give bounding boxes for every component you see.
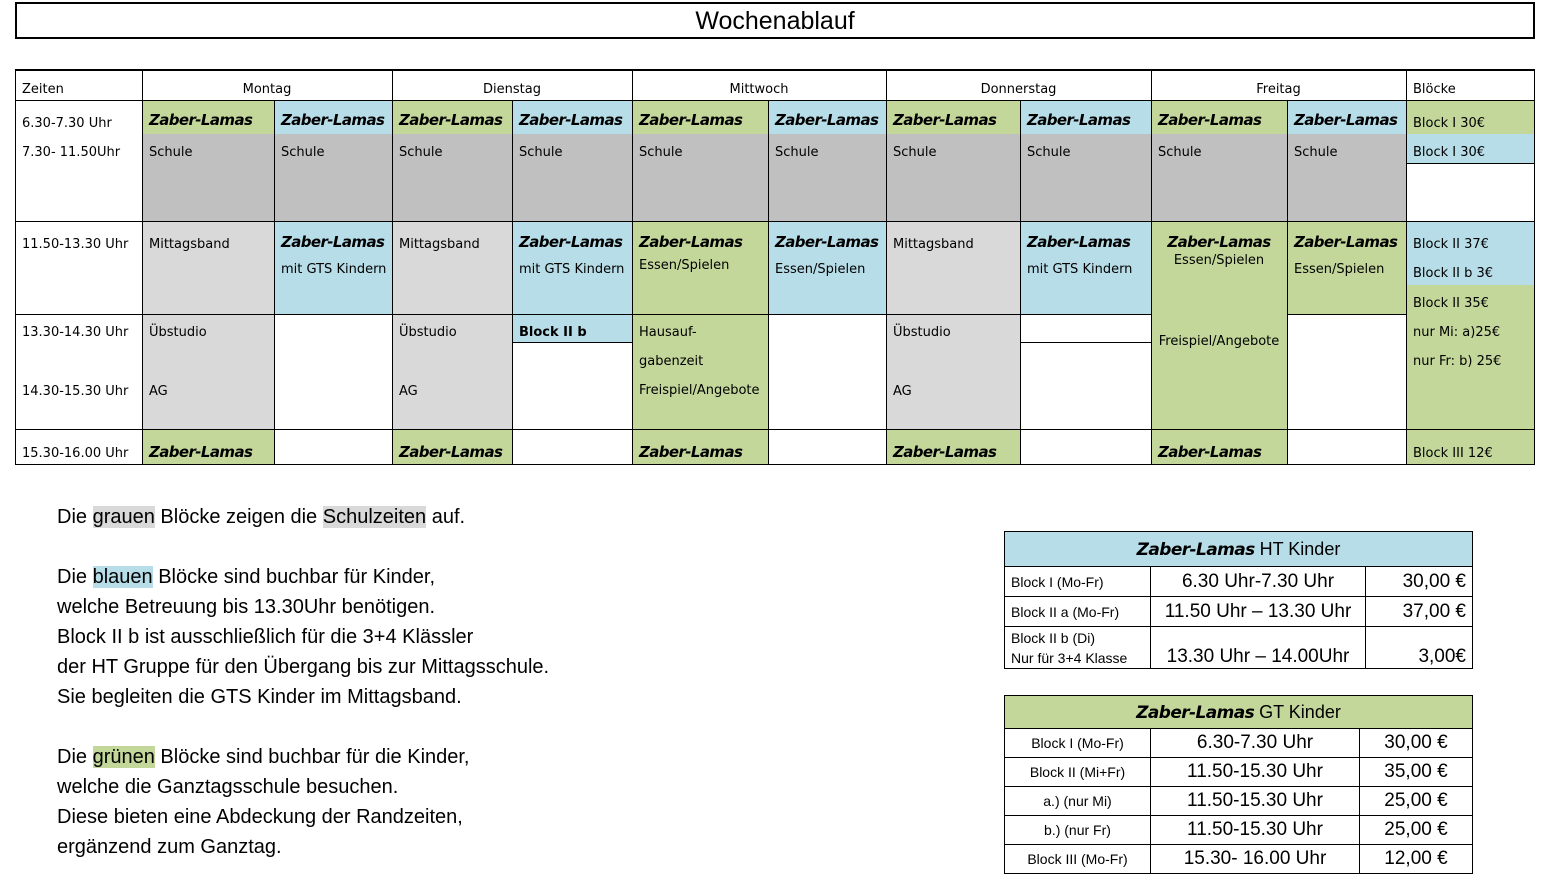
brand-cell-fr-b: Zaber-Lamas — [1287, 101, 1406, 134]
gt-title-suffix: GT Kinder — [1259, 701, 1341, 722]
block-price: 25,00 € — [1360, 816, 1473, 845]
ag-label: AG — [399, 384, 418, 399]
school-cell: Schule — [886, 134, 1020, 221]
uebstudio-ag-cell — [886, 314, 1020, 429]
table-row — [1005, 845, 1473, 874]
uebstudio-label: Übstudio — [149, 325, 207, 340]
brand-cell-mo-a: Zaber-Lamas — [142, 101, 274, 134]
header-day: Donnerstag — [980, 82, 1057, 97]
mittagsband-cell: Mittagsband — [392, 221, 512, 314]
block-name: b.) (nur Fr) — [1005, 816, 1151, 845]
legend-text: Diese bieten eine Abdeckung der Randzeiten, — [57, 806, 463, 828]
hausaufgaben-cell — [632, 314, 768, 429]
essen-label: Essen/Spielen — [775, 262, 866, 277]
legend-highlight-blue: blauen — [92, 566, 153, 588]
grid-line — [1534, 69, 1535, 465]
block-label: Block III 12€ — [1406, 430, 1534, 465]
block-price: 30,00 € — [1360, 729, 1473, 758]
legend-text: ergänzend zum Ganztag. — [57, 836, 282, 858]
school-cell: Schule — [768, 134, 886, 221]
block-time: 13.30 Uhr – 14.00Uhr — [1151, 627, 1366, 669]
freispiel-label: Freispiel/Angebote — [1158, 334, 1280, 349]
gts-label: mit GTS Kindern — [519, 262, 625, 277]
legend-text: Blöcke sind buchbar für Kinder, — [152, 566, 436, 588]
block-time: 11.50-15.30 Uhr — [1151, 816, 1360, 845]
block-name — [1005, 627, 1151, 669]
grid-line — [142, 69, 143, 465]
block-time: 6.30-7.30 Uhr — [1151, 729, 1360, 758]
legend-text: Blöcke zeigen die — [154, 506, 323, 528]
legend-text: der HT Gruppe für den Übergang bis zur Mittagsschule. — [57, 656, 550, 678]
school-cell: Schule — [142, 134, 274, 221]
mittagsband-cell: Mittagsband — [886, 221, 1020, 314]
grid-line — [15, 221, 1535, 222]
grid-line — [1287, 314, 1406, 315]
school-cell: Schule — [632, 134, 768, 221]
school-cell: Schule — [1151, 134, 1287, 221]
ht-title-suffix: HT Kinder — [1259, 538, 1341, 559]
block-name: Block II a (Mo-Fr) — [1005, 597, 1151, 627]
grid-line — [15, 69, 1535, 71]
ag-label: AG — [149, 384, 168, 399]
time-label: 11.50-13.30 Uhr — [22, 237, 129, 252]
brand-essen-cell — [1287, 221, 1406, 314]
freispiel-label: Freispiel/Angebote — [639, 383, 760, 398]
grid-line — [886, 69, 887, 465]
table-row — [1005, 758, 1473, 787]
legend-text: Blöcke sind buchbar für die Kinder, — [154, 746, 470, 768]
block-time: 11.50-15.30 Uhr — [1151, 758, 1360, 787]
grid-line — [1020, 342, 1151, 343]
block-label: nur Fr: b) 25€ — [1413, 354, 1502, 369]
grid-line — [632, 69, 633, 465]
brand-cell-do-b: Zaber-Lamas — [1020, 101, 1151, 134]
brand-label: Zaber-Lamas — [1027, 233, 1131, 251]
block-price: 30,00 € — [1366, 567, 1473, 597]
gt-price-table — [1004, 695, 1473, 874]
time-label: 7.30- 11.50Uhr — [22, 145, 121, 160]
brand-gts-cell — [512, 221, 632, 314]
brand-essen-cell — [768, 221, 886, 314]
block-price: 37,00 € — [1366, 597, 1473, 627]
table-row — [1005, 816, 1473, 845]
legend-blue — [57, 562, 549, 712]
hausaufgaben-label-2: gabenzeit — [639, 354, 704, 369]
block-iib-cell: Block II b — [512, 314, 632, 342]
time-label: 15.30-16.00 Uhr — [22, 446, 129, 461]
legend-text: welche die Ganztagsschule besuchen. — [57, 776, 399, 798]
grid-line — [15, 464, 1535, 465]
brand-essen-cell — [632, 221, 768, 314]
ag-label: AG — [893, 384, 912, 399]
brand-cell-fr-a: Zaber-Lamas — [1151, 101, 1287, 134]
block-name: Block I (Mo-Fr) — [1005, 729, 1151, 758]
grid-line — [274, 100, 275, 465]
gts-label: mit GTS Kindern — [1027, 262, 1133, 277]
brand-label: Zaber-Lamas — [775, 233, 879, 251]
brand-cell: Zaber-Lamas — [1151, 430, 1287, 465]
page-title: Wochenablauf — [15, 2, 1535, 39]
essen-label: Essen/Spielen — [1294, 262, 1385, 277]
hausaufgaben-label-1: Hausauf- — [639, 325, 697, 340]
legend-text: Die — [57, 566, 93, 588]
brand-cell-do-a: Zaber-Lamas — [886, 101, 1020, 134]
brand-label: Zaber-Lamas — [281, 233, 385, 251]
grid-line — [15, 429, 1535, 430]
grid-line — [1151, 69, 1152, 465]
legend-text: Sie begleiten die GTS Kinder im Mittagsband. — [57, 686, 462, 708]
block-time: 15.30- 16.00 Uhr — [1151, 845, 1360, 874]
block-label: Block II 37€ — [1406, 221, 1534, 255]
grid-line — [1406, 163, 1534, 164]
legend-highlight-green: grünen — [92, 746, 155, 768]
grid-line — [15, 100, 1535, 101]
grid-line — [768, 100, 769, 465]
grid-line — [1020, 100, 1021, 465]
block-time: 6.30 Uhr-7.30 Uhr — [1151, 567, 1366, 597]
gts-label: mit GTS Kindern — [281, 262, 387, 277]
brand-cell-mi-a: Zaber-Lamas — [632, 101, 768, 134]
block-name-line: Block II b (Di) — [1011, 629, 1096, 646]
legend-text: welche Betreuung bis 13.30Uhr benötigen. — [57, 596, 436, 618]
brand-label: Zaber-Lamas — [1136, 539, 1255, 560]
block-time: 11.50-15.30 Uhr — [1151, 787, 1360, 816]
time-label: 13.30-14.30 Uhr — [22, 325, 129, 340]
brand-cell: Zaber-Lamas — [886, 430, 1020, 465]
block-name: Block II (Mi+Fr) — [1005, 758, 1151, 787]
gt-table-title — [1005, 696, 1473, 729]
table-row — [1005, 627, 1473, 669]
essen-label: Essen/Spielen — [639, 258, 730, 273]
brand-label: Zaber-Lamas — [639, 233, 743, 251]
block-name-line: Nur für 3+4 Klasse — [1011, 649, 1128, 666]
school-cell: Schule — [274, 134, 392, 221]
brand-label: Zaber-Lamas — [519, 233, 623, 251]
legend-text: Die — [57, 746, 93, 768]
school-cell: Schule — [512, 134, 632, 221]
block-time: 11.50 Uhr – 13.30 Uhr — [1151, 597, 1366, 627]
legend-highlight-grey: grauen — [92, 506, 155, 528]
brand-cell-di-a: Zaber-Lamas — [392, 101, 512, 134]
legend-text: Die — [57, 506, 93, 528]
header-day: Freitag — [1256, 82, 1301, 97]
school-cell: Schule — [1287, 134, 1406, 221]
legend-text: auf. — [426, 506, 466, 528]
brand-cell-mo-b: Zaber-Lamas — [274, 101, 392, 134]
ht-price-table — [1004, 531, 1473, 669]
block-label: Block I 30€ — [1406, 134, 1534, 163]
header-day: Dienstag — [483, 82, 541, 97]
brand-cell-di-b: Zaber-Lamas — [512, 101, 632, 134]
brand-cell: Zaber-Lamas — [392, 430, 512, 465]
header-bloecke: Blöcke — [1413, 82, 1456, 97]
time-label: 14.30-15.30 Uhr — [22, 384, 129, 399]
grid-line — [392, 69, 393, 465]
header-day: Montag — [242, 82, 292, 97]
legend-text: Block II b ist ausschließlich für die 3+4 Klässler — [57, 626, 474, 648]
brand-label: Zaber-Lamas — [1294, 233, 1398, 251]
block-name: Block III (Mo-Fr) — [1005, 845, 1151, 874]
grid-line — [15, 69, 16, 465]
grid-line — [1406, 69, 1407, 465]
block-price: 25,00 € — [1360, 787, 1473, 816]
block-price: 12,00 € — [1360, 845, 1473, 874]
table-row — [1005, 787, 1473, 816]
table-row — [1005, 729, 1473, 758]
block-label: nur Mi: a)25€ — [1413, 325, 1501, 340]
legend-green — [57, 742, 470, 862]
table-row — [1005, 597, 1473, 627]
brand-label: Zaber-Lamas — [1167, 233, 1271, 251]
grid-line — [512, 342, 632, 343]
legend-highlight-grey: Schulzeiten — [322, 506, 427, 528]
school-cell: Schule — [1020, 134, 1151, 221]
header-zeiten: Zeiten — [22, 82, 64, 97]
table-row — [1005, 567, 1473, 597]
school-cell: Schule — [392, 134, 512, 221]
essen-label: Essen/Spielen — [1173, 253, 1265, 268]
brand-cell: Zaber-Lamas — [142, 430, 274, 465]
legend-grey — [57, 502, 465, 532]
block-label: Block II 35€ — [1413, 296, 1489, 311]
block-label: Block II b 3€ — [1406, 255, 1534, 285]
brand-cell: Zaber-Lamas — [632, 430, 768, 465]
grid-line — [1287, 100, 1288, 465]
block-name: a.) (nur Mi) — [1005, 787, 1151, 816]
uebstudio-ag-cell — [142, 314, 274, 429]
brand-gts-cell — [1020, 221, 1151, 314]
uebstudio-ag-cell — [392, 314, 512, 429]
grid-line — [512, 100, 513, 465]
mittagsband-cell: Mittagsband — [142, 221, 274, 314]
uebstudio-label: Übstudio — [893, 325, 951, 340]
grid-line — [15, 314, 1151, 315]
brand-gts-cell — [274, 221, 392, 314]
ht-table-title — [1005, 532, 1473, 567]
time-label: 6.30-7.30 Uhr — [22, 116, 112, 131]
block-label: Block I 30€ — [1406, 101, 1534, 134]
block-name: Block I (Mo-Fr) — [1005, 567, 1151, 597]
block-price: 35,00 € — [1360, 758, 1473, 787]
brand-label: Zaber-Lamas — [1136, 702, 1255, 723]
brand-essen-freispiel-cell — [1151, 221, 1287, 429]
header-day: Mittwoch — [729, 82, 789, 97]
brand-cell-mi-b: Zaber-Lamas — [768, 101, 886, 134]
block-price: 3,00€ — [1366, 627, 1473, 669]
uebstudio-label: Übstudio — [399, 325, 457, 340]
